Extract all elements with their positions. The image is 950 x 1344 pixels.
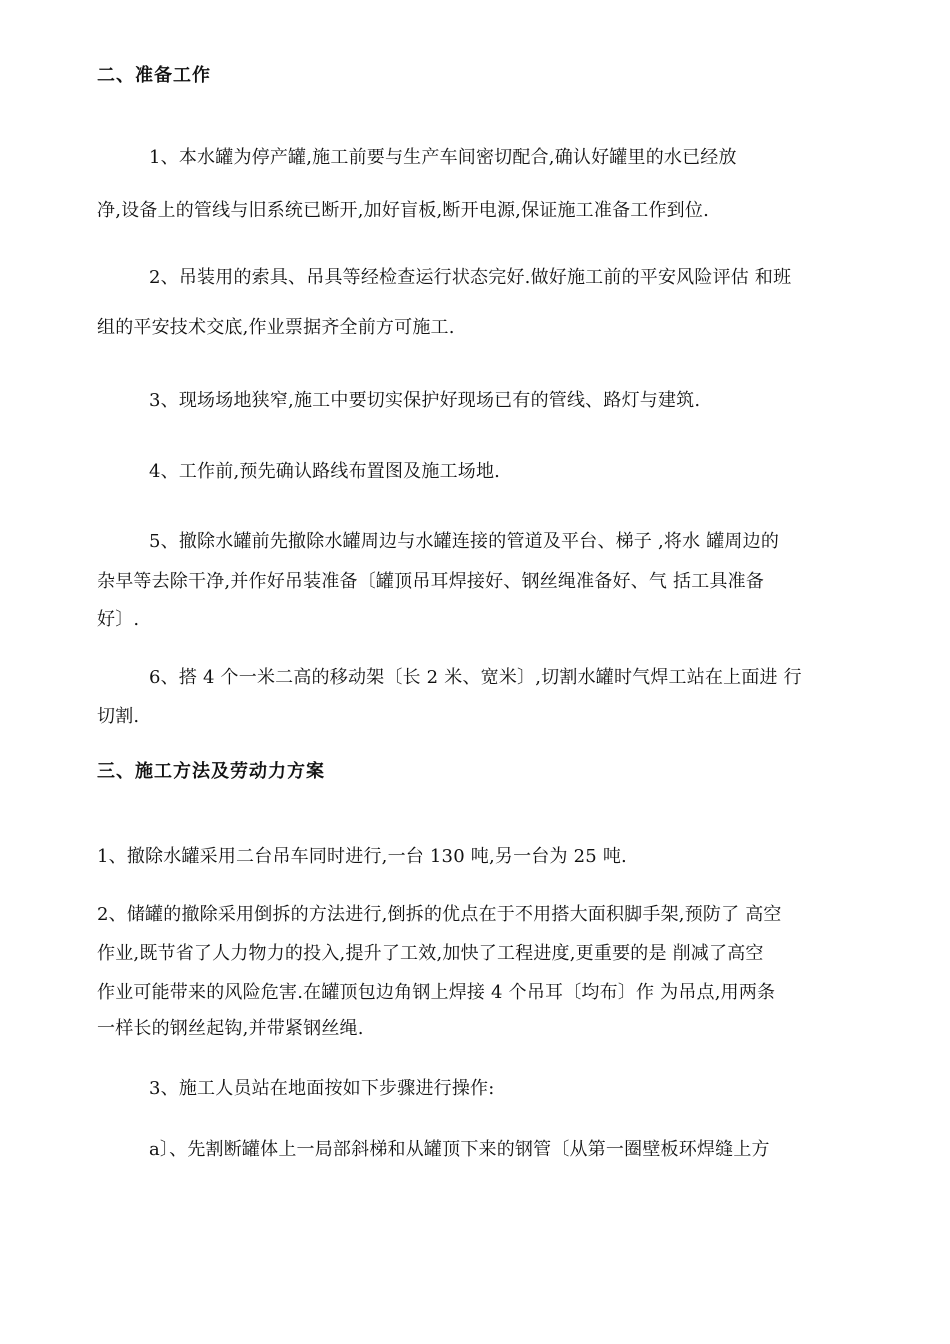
paragraph-line: 作业,既节省了人力物力的投入,提升了工效,加快了工程进度,更重要的是 削减了高空 <box>97 943 764 964</box>
paragraph-line: 净,设备上的管线与旧系统已断开,加好盲板,断开电源,保证施工准备工作到位. <box>97 200 710 221</box>
paragraph-line: 3、现场场地狭窄,施工中要切实保护好现场已有的管线、路灯与建筑. <box>149 390 701 411</box>
paragraph-line: 杂早等去除干净,并作好吊装准备〔罐顶吊耳焊接好、钢丝绳准备好、气 括工具准备 <box>97 571 765 592</box>
paragraph-line: a〕、先割断罐体上一局部斜梯和从罐顶下来的钢管〔从第一圈壁板环焊缝上方 <box>149 1139 770 1160</box>
paragraph-line: 1、撤除水罐采用二台吊车同时进行,一台 130 吨,另一台为 25 吨. <box>97 846 627 867</box>
paragraph-line: 5、撤除水罐前先撤除水罐周边与水罐连接的管道及平台、梯子 ,将水 罐周边的 <box>149 531 780 552</box>
paragraph-line: 组的平安技术交底,作业票据齐全前方可施工. <box>97 317 455 338</box>
paragraph-line: 3、施工人员站在地面按如下步骤进行操作: <box>149 1078 495 1099</box>
paragraph-line: 2、吊装用的索具、吊具等经检查运行状态完好.做好施工前的平安风险评估 和班 <box>149 267 792 288</box>
paragraph-line: 1、本水罐为停产罐,施工前要与生产车间密切配合,确认好罐里的水已经放 <box>149 147 737 168</box>
paragraph-line: 好〕. <box>97 609 140 630</box>
paragraph-line: 6、搭 4 个一米二高的移动架〔长 2 米、宽米〕,切割水罐时气焊工站在上面进 行 <box>149 667 802 688</box>
paragraph-line: 4、工作前,预先确认路线布置图及施工场地. <box>149 461 501 482</box>
paragraph-line: 切割. <box>97 706 140 727</box>
section-heading-construction-method: 三、施工方法及劳动力方案 <box>97 761 325 782</box>
paragraph-line: 一样长的钢丝起钩,并带紧钢丝绳. <box>97 1018 364 1039</box>
paragraph-line: 作业可能带来的风险危害.在罐顶包边角钢上焊接 4 个吊耳〔均布〕作 为吊点,用两条 <box>97 982 776 1003</box>
paragraph-line: 2、储罐的撤除采用倒拆的方法进行,倒拆的优点在于不用搭大面积脚手架,预防了 高空 <box>97 904 782 925</box>
section-heading-preparation: 二、准备工作 <box>97 65 211 86</box>
